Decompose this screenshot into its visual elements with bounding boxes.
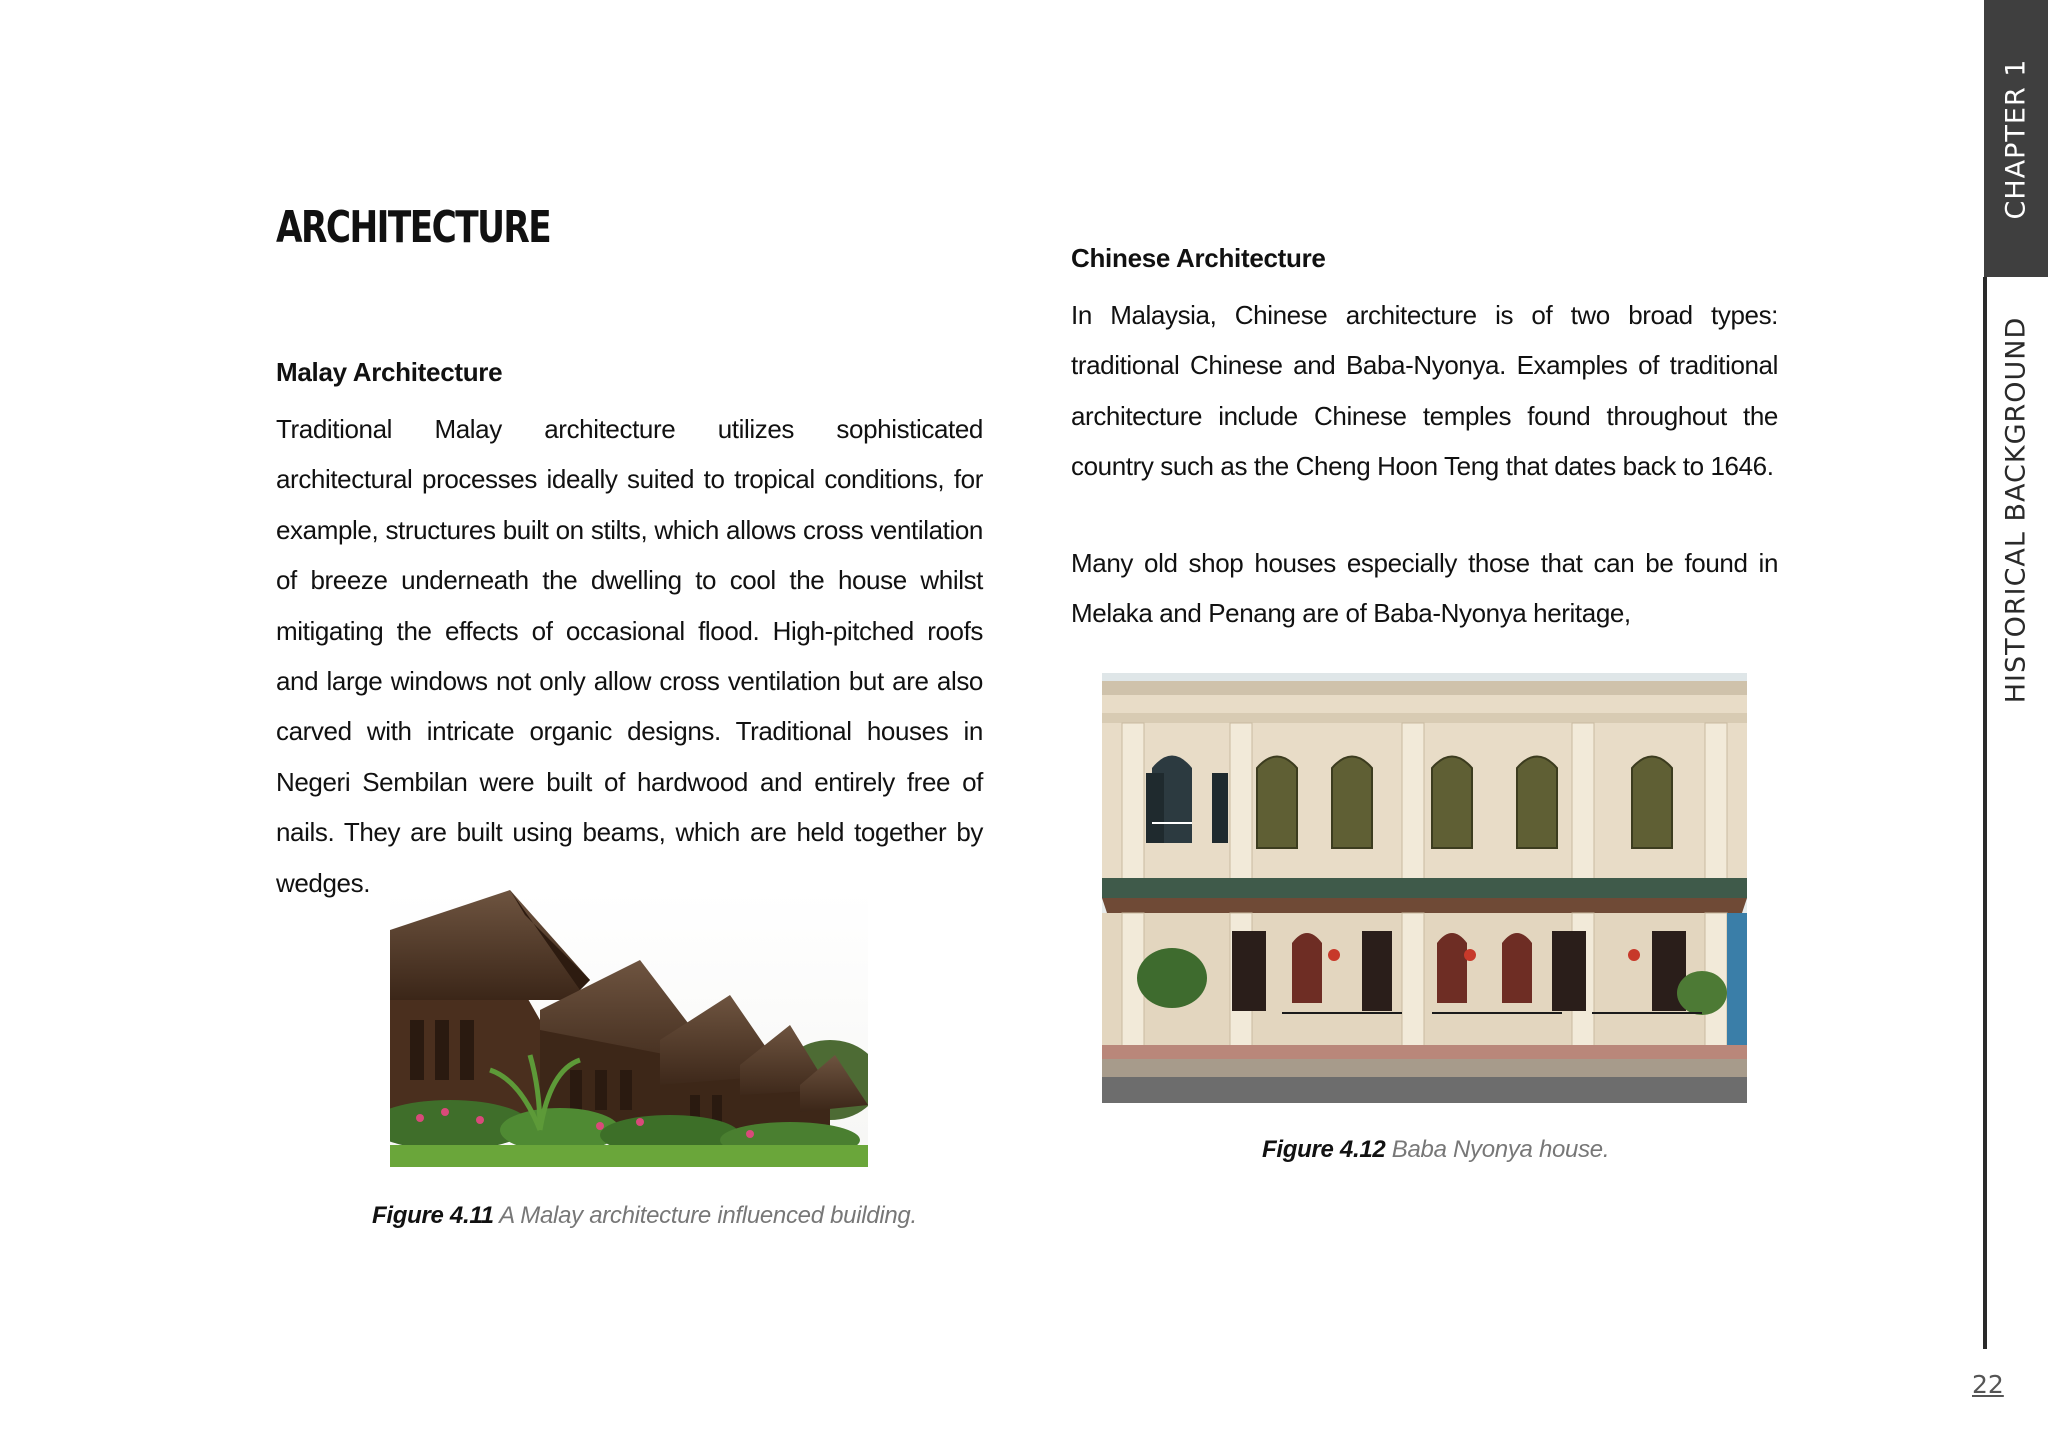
malay-architecture-body: Traditional Malay architecture utilizes sophisticated architectural processes ideally suited to tropical conditions, for example, structures built on stilts, which allows cross ventilation of breeze underneath the dwelling to cool the house whilst mitigating the effects of occasional flood. High-pitched roofs and large windows not only allow cross ventilation but are also carved with intricate organic designs. Traditional houses in Negeri Sembilan were built of hardwood and entirely free of nails. They are built using beams, which are held together by wedges.	[276, 414, 983, 898]
chinese-architecture-body-1: In Malaysia, Chinese architecture is of two broad types: traditional Chinese and Baba-Nyonya. Examples of traditional architecture include Chinese temples found throughout the country such as the Cheng Hoon Teng that dates back to 1646.	[1071, 300, 1778, 482]
figure-4-12-text: Baba Nyonya house.	[1385, 1136, 1610, 1163]
page-number: 22	[1972, 1370, 2004, 1399]
malay-architecture-section	[276, 354, 983, 908]
section-label-text: HISTORICAL BACKGROUND	[2000, 316, 2032, 704]
malay-architecture-heading: Malay Architecture	[276, 357, 503, 387]
chinese-architecture-body-2: Many old shop houses especially those that can be found in Melaka and Penang are of Baba-Nyonya heritage,	[1071, 547, 1778, 629]
page-title: ARCHITECTURE	[276, 202, 551, 253]
chinese-architecture-section	[1071, 240, 1778, 638]
figure-4-11-text: A Malay architecture influenced building.	[493, 1202, 917, 1229]
malay-building-image	[390, 890, 868, 1167]
section-side-label	[1984, 300, 2048, 720]
chapter-tab	[1984, 0, 2048, 277]
chinese-architecture-heading: Chinese Architecture	[1071, 243, 1326, 273]
baba-nyonya-house-image	[1102, 673, 1747, 1103]
figure-4-12-number: Figure 4.12	[1262, 1136, 1386, 1163]
figure-4-11-number: Figure 4.11	[372, 1202, 494, 1229]
figure-4-11-caption	[372, 1202, 917, 1230]
figure-4-12-caption	[1262, 1136, 1609, 1164]
chapter-label: CHAPTER 1	[2000, 58, 2032, 219]
